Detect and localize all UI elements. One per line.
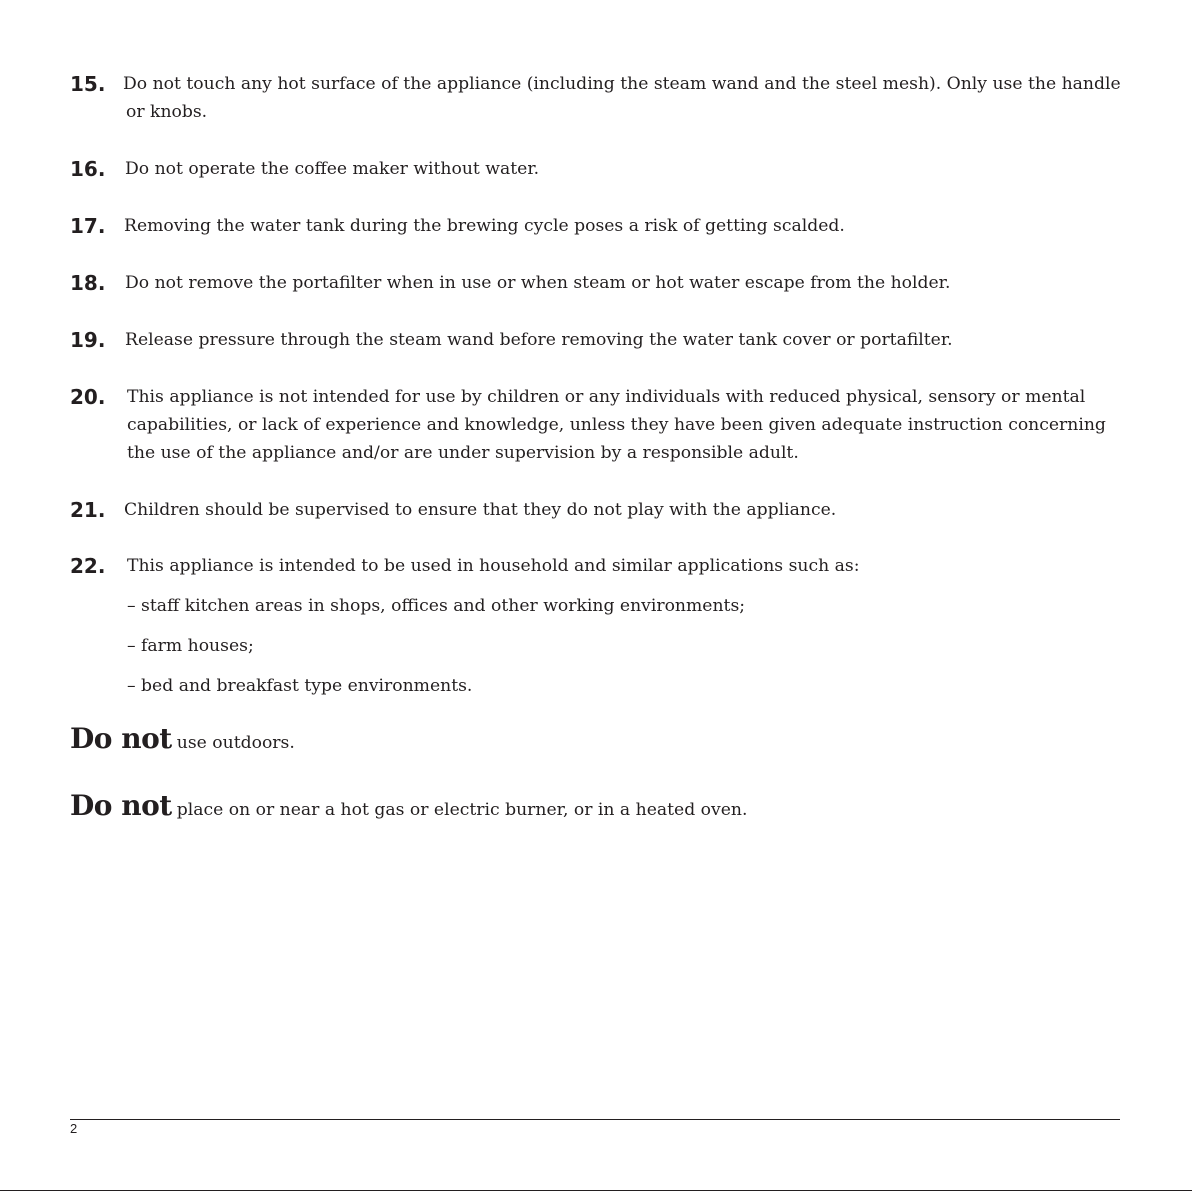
item-text-line: Do not remove the portafilter when in use or when steam or hot water escape from the holder. bbox=[125, 273, 951, 293]
warning-heat-source bbox=[70, 789, 747, 822]
item-text-line: or knobs. bbox=[126, 102, 208, 122]
item-text-line: This appliance is intended to be used in household and similar applications such as: bbox=[127, 556, 860, 576]
page-bottom-edge bbox=[0, 1190, 1192, 1191]
item-text-line: the use of the appliance and/or are under supervision by a responsible adult. bbox=[127, 443, 799, 463]
page-number: 2 bbox=[70, 1121, 78, 1136]
item-number: 22. bbox=[70, 554, 106, 578]
warning-emphasis: Do not bbox=[70, 789, 172, 822]
item-text bbox=[124, 212, 1114, 240]
item-text-line: This appliance is not intended for use by children or any individuals with reduced physical, sensory or mental bbox=[127, 387, 1086, 407]
list-subitem: – staff kitchen areas in shops, offices and other working environments; bbox=[127, 596, 746, 616]
item-text-line: Do not operate the coffee maker without water. bbox=[125, 159, 540, 179]
item-text bbox=[124, 496, 1114, 524]
footer-divider bbox=[70, 1119, 1120, 1120]
warning-emphasis: Do not bbox=[70, 722, 172, 755]
item-text-line: Children should be supervised to ensure that they do not play with the appliance. bbox=[124, 500, 837, 520]
item-text bbox=[125, 155, 1115, 183]
item-text-line: Removing the water tank during the brewing cycle poses a risk of getting scalded. bbox=[124, 216, 845, 236]
item-text-line: Do not touch any hot surface of the appliance (including the steam wand and the steel mesh). Only use the handle bbox=[123, 74, 1121, 94]
item-number: 16. bbox=[70, 157, 106, 181]
warning-text: use outdoors. bbox=[176, 733, 295, 753]
warning-outdoors bbox=[70, 722, 295, 755]
item-text bbox=[125, 326, 1115, 354]
item-number: 20. bbox=[70, 385, 106, 409]
item-text bbox=[125, 269, 1115, 297]
list-subitem: – farm houses; bbox=[127, 636, 254, 656]
item-text bbox=[127, 552, 1117, 580]
item-number: 15. bbox=[70, 72, 106, 96]
item-number: 19. bbox=[70, 328, 106, 352]
warning-text: place on or near a hot gas or electric burner, or in a heated oven. bbox=[176, 800, 748, 820]
list-subitem: – bed and breakfast type environments. bbox=[127, 676, 473, 696]
item-text bbox=[123, 70, 1121, 126]
item-text-line: capabilities, or lack of experience and knowledge, unless they have been given adequate instruction concerning bbox=[127, 415, 1106, 435]
item-text bbox=[127, 383, 1117, 467]
item-number: 18. bbox=[70, 271, 106, 295]
item-number: 17. bbox=[70, 214, 106, 238]
item-text-line: Release pressure through the steam wand before removing the water tank cover or portafilter. bbox=[125, 330, 953, 350]
item-number: 21. bbox=[70, 498, 106, 522]
